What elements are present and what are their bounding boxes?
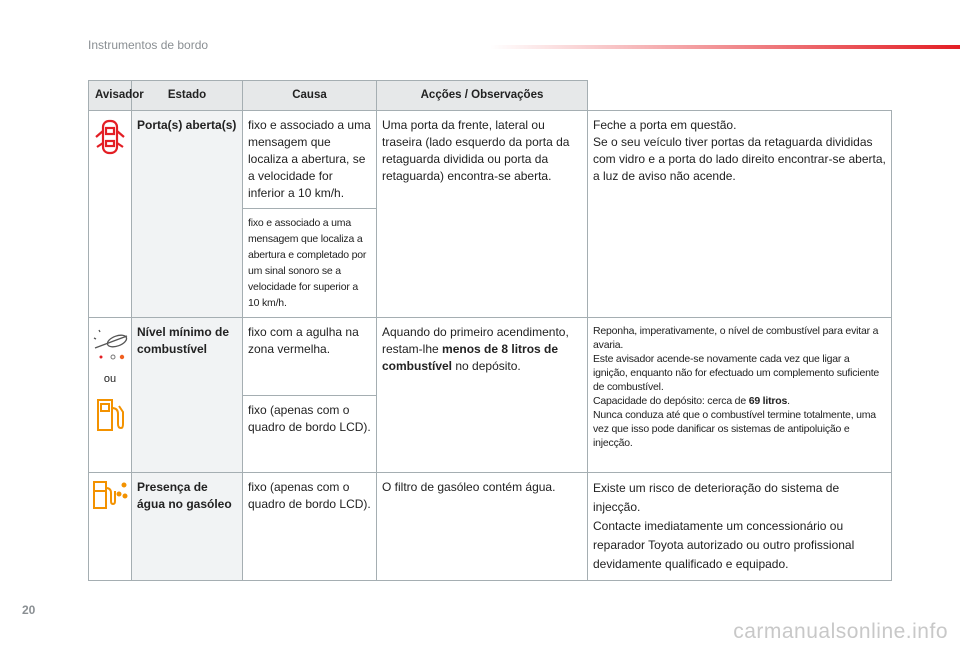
action: Feche a porta em questão. [593,118,737,132]
door-open-icon [93,117,127,157]
cause-text: no depósito. [452,359,521,373]
cause-highlight: menos de 8 litros de combustível [382,342,559,373]
water-in-diesel-icon [91,479,129,511]
col-header: Estado [132,81,243,111]
cause: O filtro de gasóleo contém água. [377,473,588,581]
fuel-pump-icon [95,398,125,432]
action: Este avisador acende-se novamente cada vez que ligar a ignição, enquanto não for efectuado um complemento suficiente de combustível. [593,353,880,393]
col-header: Causa [243,81,377,111]
table-header-row [89,81,892,111]
state: fixo e associado a uma mensagem que localiza a abertura e completado por um sinal sonoro se a velocidade for superior a 10 km/h. [243,209,377,318]
cause [377,318,588,473]
action: Se o seu veículo tiver portas da retaguarda divididas com vidro e a porta do lado direito encontrar-se aberta, a luz de aviso não acende. [593,135,886,183]
page-number: 20 [22,603,36,617]
capacity [593,394,886,408]
warning-note: Nunca conduza até que o combustível termine totalmente, uma vez que isso pode danificar os sistemas de antipoluição e injecção. [593,409,876,449]
fuel-gauge-icon [91,324,131,364]
warning-name: Porta(s) aberta(s) [132,111,243,318]
table-row [89,318,892,396]
capacity-value: 69 litros [748,395,788,407]
section-title: Instrumentos de bordo [88,38,209,52]
or-label: ou [103,373,117,385]
warning-name: Nível mínimo de combustível [132,318,243,473]
action: Contacte imediatamente um concessionário ou reparador Toyota autorizado ou outro profissional devidamente qualificado e equipado. [593,519,855,571]
capacity-text: Capacidade do depósito: cerca de [593,395,749,407]
warning-name: Presença de água no gasóleo [132,473,243,581]
cause: Uma porta da frente, lateral ou traseira (lado esquerdo da porta da retaguarda dividida ou porta da retaguarda) encontra-se aberta. [377,111,588,318]
table-row [89,111,892,209]
state: fixo com a agulha na zona vermelha. [243,318,377,396]
action: Reponha, imperativamente, o nível de combustível para evitar a avaria. [593,325,879,351]
watermark: carmanualsonline.info [733,620,948,643]
header-accent-bar [490,45,960,49]
col-header: Avisador [89,81,132,111]
action: Existe um risco de deterioração do sistema de injecção. [593,481,840,514]
col-header: Acções / Observações [377,81,588,111]
state: fixo e associado a uma mensagem que localiza a abertura, se a velocidade for inferior a 10 km/h. [243,111,377,209]
capacity-text: . [787,395,790,407]
table-row [89,473,892,581]
warning-lights-table [88,80,892,581]
cause-text: Aquando do primeiro acendimento, restam-lhe [382,325,569,356]
state: fixo (apenas com o quadro de bordo LCD). [243,473,377,581]
state: fixo (apenas com o quadro de bordo LCD). [243,395,377,473]
